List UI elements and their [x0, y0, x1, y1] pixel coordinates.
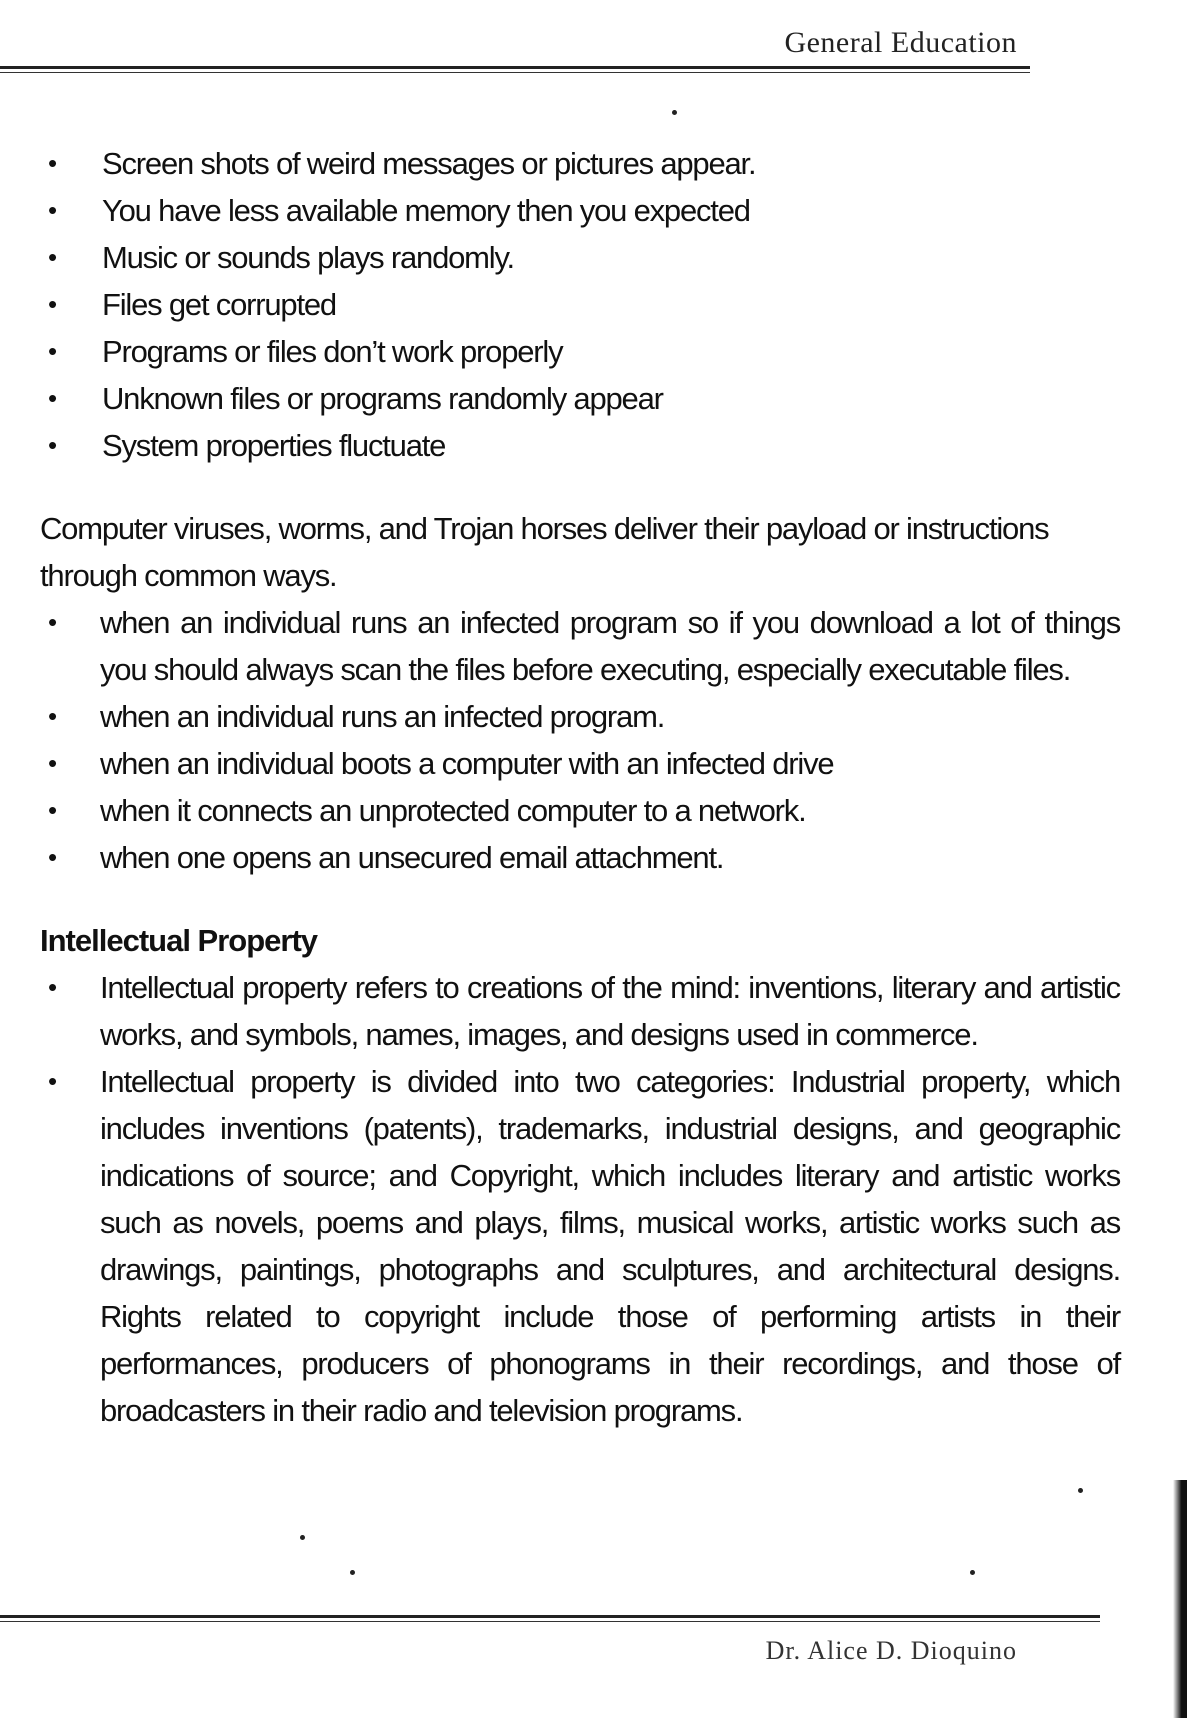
bullet-icon: •: [48, 242, 56, 272]
scan-speck: [970, 1570, 975, 1575]
bullet-icon: •: [48, 972, 56, 1002]
scan-speck: [1078, 1488, 1083, 1493]
section-heading: Intellectual Property: [40, 923, 318, 958]
symptoms-list: [40, 140, 1120, 469]
bullet-icon: •: [48, 607, 56, 637]
bullet-icon: •: [48, 383, 56, 413]
list-item: • when an individual runs an infected program so if you download a lot of things you should always scan the files before executing, especially executable files.: [40, 599, 1120, 693]
list-item: • Intellectual property is divided into two categories: Industrial property, which includes inventions (patents), trademarks, industrial designs, and geographic indications of source; and Copyright, which includes literary and artistic works such as novels, poems and plays, films, musical works, artistic works such as drawings, paintings, photographs and sculptures, and architectural designs. Rights related to copyright include those of performing artists in their performances, producers of phonograms in their recordings, and those of broadcasters in their radio and television programs.: [40, 1058, 1120, 1434]
list-item: • Unknown files or programs randomly appear: [40, 375, 1120, 422]
bullet-icon: •: [48, 289, 56, 319]
scan-speck: [300, 1535, 305, 1540]
list-item: • Screen shots of weird messages or pictures appear.: [40, 140, 1120, 187]
header-title: General Education: [784, 26, 1017, 59]
bullet-icon: •: [48, 748, 56, 778]
footer-author: Dr. Alice D. Dioquino: [765, 1636, 1017, 1665]
header-rule-thin: [0, 72, 1030, 73]
footer-rule: [0, 1615, 1100, 1618]
bullet-icon: •: [48, 148, 56, 178]
ip-list: [40, 964, 1120, 1434]
list-item: • when an individual runs an infected program.: [40, 693, 1120, 740]
list-item: • Music or sounds plays randomly.: [40, 234, 1120, 281]
list-item: • when one opens an unsecured email attachment.: [40, 834, 1120, 881]
body-content: [40, 140, 1120, 1434]
delivery-list: [40, 599, 1120, 881]
footer-rule-thin: [0, 1621, 1100, 1622]
bullet-icon: •: [48, 842, 56, 872]
bullet-icon: •: [48, 430, 56, 460]
list-item: • when it connects an unprotected computer to a network.: [40, 787, 1120, 834]
list-item: • You have less available memory then you expected: [40, 187, 1120, 234]
list-item: • Programs or files don’t work properly: [40, 328, 1120, 375]
scan-speck: [350, 1570, 355, 1575]
scan-edge-shadow: [1173, 1480, 1187, 1718]
scan-speck: [672, 110, 677, 115]
bullet-icon: •: [48, 195, 56, 225]
delivery-intro: Computer viruses, worms, and Trojan horses deliver their payload or instructions through common ways.: [40, 511, 1049, 593]
list-item: • System properties fluctuate: [40, 422, 1120, 469]
bullet-icon: •: [48, 1066, 56, 1096]
list-item: • Intellectual property refers to creations of the mind: inventions, literary and artistic works, and symbols, names, images, and designs used in commerce.: [40, 964, 1120, 1058]
bullet-icon: •: [48, 336, 56, 366]
bullet-icon: •: [48, 701, 56, 731]
list-item: • when an individual boots a computer with an infected drive: [40, 740, 1120, 787]
list-item: • Files get corrupted: [40, 281, 1120, 328]
bullet-icon: •: [48, 795, 56, 825]
header-rule: [0, 66, 1030, 69]
